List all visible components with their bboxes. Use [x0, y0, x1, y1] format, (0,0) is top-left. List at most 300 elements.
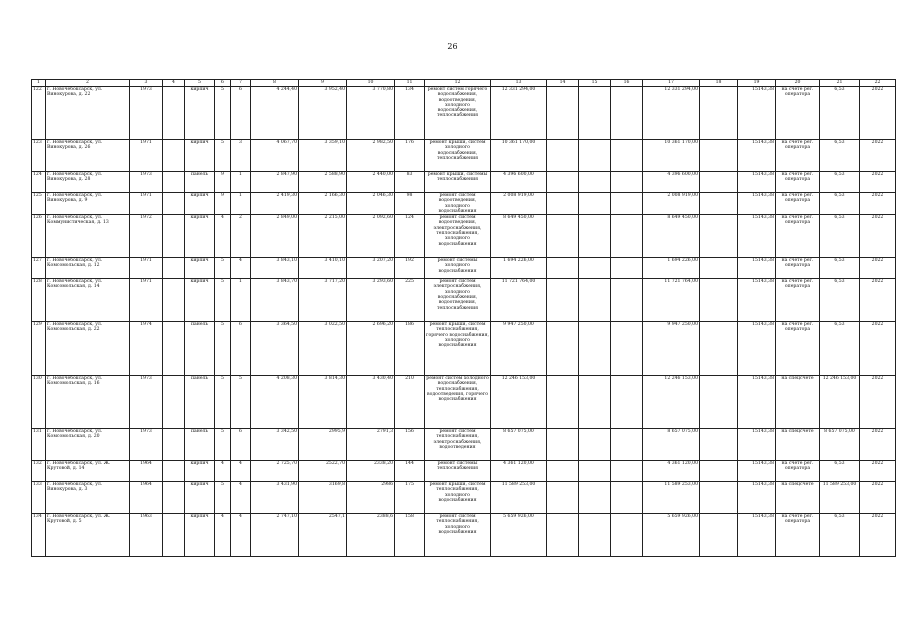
- table-row: [32, 193, 896, 215]
- build-year: 1971: [130, 258, 163, 279]
- unit-cost: 15143,38: [738, 87, 776, 140]
- unit-cost: 15143,38: [738, 429, 776, 461]
- column-number: 8: [251, 80, 299, 87]
- plan-year: 2022: [860, 376, 896, 429]
- col-18: [700, 172, 738, 193]
- row-number: 122: [32, 87, 46, 140]
- wall-material: кирпич: [185, 140, 215, 172]
- col-15: [579, 279, 611, 322]
- column-number: 18: [700, 80, 738, 87]
- table-row: [32, 461, 896, 482]
- col-16: [611, 514, 643, 557]
- row-number: 132: [32, 461, 46, 482]
- entrances: 5: [231, 376, 251, 429]
- funding-method: на счете рег. оператора: [776, 215, 820, 258]
- rate-or-amount: 6,53: [820, 258, 860, 279]
- residents: 83: [395, 172, 425, 193]
- rate-or-amount: 6,53: [820, 461, 860, 482]
- living-area: 2 588,90: [299, 172, 347, 193]
- col-18: [700, 215, 738, 258]
- row-number: 133: [32, 482, 46, 514]
- plan-year: 2022: [860, 461, 896, 482]
- total-cost: 12 246 153,00: [491, 376, 547, 429]
- entrances: 4: [231, 258, 251, 279]
- col-14: [547, 482, 579, 514]
- row-number: 123: [32, 140, 46, 172]
- residents: 134: [395, 87, 425, 140]
- col-15: [579, 140, 611, 172]
- total-area: 2 725,70: [251, 461, 299, 482]
- column-number: 14: [547, 80, 579, 87]
- repair-works: ремонт систем водоотведения, электроснабжения, теплоснабжения, холодного водоснабжения: [425, 215, 491, 258]
- cost-col-17: 10 361 170,00: [643, 140, 700, 172]
- residential-area: 3 207,20: [347, 258, 395, 279]
- total-cost: 2 008 919,00: [491, 193, 547, 215]
- residents: 186: [395, 322, 425, 376]
- col-14: [547, 140, 579, 172]
- column-number: 2: [46, 80, 130, 87]
- cost-col-17: 5 659 926,00: [643, 514, 700, 557]
- floors: 5: [215, 482, 231, 514]
- rate-or-amount: 6,53: [820, 514, 860, 557]
- wall-material: кирпич: [185, 193, 215, 215]
- column-number: 7: [231, 80, 251, 87]
- floors: 5: [215, 376, 231, 429]
- funding-method: на счете рег. оператора: [776, 461, 820, 482]
- column-number: 22: [860, 80, 896, 87]
- repair-works: ремонт крыши, системы теплоснабжения: [425, 172, 491, 193]
- address: г. Новочебоксарск, ул. Комсомольская, д. 12: [46, 258, 130, 279]
- unit-cost: 15143,38: [738, 140, 776, 172]
- column-number: 4: [163, 80, 185, 87]
- address: г. Новочебоксарск, ул. Комсомольская, д. 14: [46, 279, 130, 322]
- funding-method: на спецсчете: [776, 376, 820, 429]
- col-15: [579, 215, 611, 258]
- floors: 5: [215, 322, 231, 376]
- column-number: 1: [32, 80, 46, 87]
- address: г. Новочебоксарск, ул. Комсомольская, д. 22: [46, 322, 130, 376]
- floors: 5: [215, 87, 231, 140]
- unit-cost: 15143,38: [738, 514, 776, 557]
- address: г. Новочебоксарск, ул. Винокурова, д. 3: [46, 482, 130, 514]
- living-area: 3 717,20: [299, 279, 347, 322]
- floors: 5: [215, 279, 231, 322]
- column-number-row: [32, 80, 896, 87]
- repair-works: ремонт крыши, систем холодного водоснабжения, теплоснабжения: [425, 140, 491, 172]
- total-area: 2 849,00: [251, 215, 299, 258]
- col-16: [611, 482, 643, 514]
- rate-or-amount: 6,53: [820, 193, 860, 215]
- build-year: 1973: [130, 87, 163, 140]
- address: г. Новочебоксарск, ул. Коммунистическая, д. 13: [46, 215, 130, 258]
- floors: 4: [215, 514, 231, 557]
- build-year: 1974: [130, 322, 163, 376]
- wall-material: кирпич: [185, 215, 215, 258]
- funding-method: на счете рег. оператора: [776, 322, 820, 376]
- column-number: 16: [611, 80, 643, 87]
- residential-area: 3 430,40: [347, 376, 395, 429]
- col-18: [700, 140, 738, 172]
- rate-or-amount: 12 246 153,00: [820, 376, 860, 429]
- unit-cost: 15143,38: [738, 461, 776, 482]
- cost-col-17: 12 331 294,00: [643, 87, 700, 140]
- wall-material: кирпич: [185, 461, 215, 482]
- floors: 9: [215, 172, 231, 193]
- residents: 192: [395, 258, 425, 279]
- funding-method: на счете рег. оператора: [776, 514, 820, 557]
- col-18: [700, 514, 738, 557]
- address: г. Новочебоксарск, ул. Винокурова, д. 22: [46, 87, 130, 140]
- row-number: 130: [32, 376, 46, 429]
- row-number: 134: [32, 514, 46, 557]
- build-year: 1973: [130, 376, 163, 429]
- plan-year: 2022: [860, 482, 896, 514]
- wall-material: панель: [185, 172, 215, 193]
- col-18: [700, 87, 738, 140]
- plan-year: 2022: [860, 172, 896, 193]
- repair-works: ремонт систем холодного водоснабжения, теплоснабжения, водоотведения, горячего водоснабжения: [425, 376, 491, 429]
- address: г. Новочебоксарск, ул. Ж. Крутовой, д. 5: [46, 514, 130, 557]
- address: г. Новочебоксарск, ул. Винокурова, д. 26: [46, 140, 130, 172]
- col-15: [579, 514, 611, 557]
- col-4: [163, 461, 185, 482]
- capital-repair-table: [31, 79, 896, 557]
- col-14: [547, 322, 579, 376]
- table-row: [32, 322, 896, 376]
- cost-col-17: 2 008 919,00: [643, 193, 700, 215]
- plan-year: 2022: [860, 258, 896, 279]
- plan-year: 2022: [860, 215, 896, 258]
- living-area: 2 166,30: [299, 193, 347, 215]
- column-number: 3: [130, 80, 163, 87]
- table-row: [32, 482, 896, 514]
- col-14: [547, 514, 579, 557]
- col-14: [547, 376, 579, 429]
- cost-col-17: 8 649 450,00: [643, 215, 700, 258]
- row-number: 127: [32, 258, 46, 279]
- col-16: [611, 376, 643, 429]
- rate-or-amount: 6,53: [820, 215, 860, 258]
- repair-works: ремонт систем теплоснабжения, электроснабжения, водоотведения: [425, 429, 491, 461]
- col-16: [611, 87, 643, 140]
- living-area: 2995,9: [299, 429, 347, 461]
- total-cost: 5 659 926,00: [491, 514, 547, 557]
- col-18: [700, 279, 738, 322]
- plan-year: 2022: [860, 140, 896, 172]
- col-15: [579, 376, 611, 429]
- entrances: 4: [231, 461, 251, 482]
- row-number: 125: [32, 193, 46, 215]
- col-4: [163, 514, 185, 557]
- funding-method: на счете рег. оператора: [776, 258, 820, 279]
- total-area: 2 847,90: [251, 172, 299, 193]
- residents: 144: [395, 461, 425, 482]
- total-cost: 1 694 226,00: [491, 258, 547, 279]
- row-number: 129: [32, 322, 46, 376]
- residents: 225: [395, 279, 425, 322]
- col-4: [163, 376, 185, 429]
- rate-or-amount: 6,53: [820, 172, 860, 193]
- row-number: 128: [32, 279, 46, 322]
- cost-col-17: 1 694 226,00: [643, 258, 700, 279]
- col-4: [163, 482, 185, 514]
- living-area: 3 814,30: [299, 376, 347, 429]
- column-number: 13: [491, 80, 547, 87]
- residential-area: 2 046,30: [347, 193, 395, 215]
- cost-col-17: 12 246 153,00: [643, 376, 700, 429]
- col-16: [611, 461, 643, 482]
- col-18: [700, 258, 738, 279]
- plan-year: 2022: [860, 193, 896, 215]
- entrances: 1: [231, 279, 251, 322]
- repair-works: ремонт системы холодного водоснабжения: [425, 258, 491, 279]
- col-4: [163, 258, 185, 279]
- col-16: [611, 172, 643, 193]
- rate-or-amount: 6,53: [820, 140, 860, 172]
- funding-method: на счете рег. оператора: [776, 279, 820, 322]
- page-number: 26: [447, 42, 458, 51]
- table-row: [32, 140, 896, 172]
- entrances: 4: [231, 514, 251, 557]
- col-14: [547, 215, 579, 258]
- funding-method: на счете рег. оператора: [776, 193, 820, 215]
- plan-year: 2022: [860, 279, 896, 322]
- build-year: 1971: [130, 140, 163, 172]
- col-4: [163, 172, 185, 193]
- col-14: [547, 279, 579, 322]
- column-number: 5: [185, 80, 215, 87]
- col-16: [611, 215, 643, 258]
- cost-col-17: 9 947 250,00: [643, 322, 700, 376]
- unit-cost: 15143,38: [738, 172, 776, 193]
- wall-material: панель: [185, 429, 215, 461]
- col-4: [163, 429, 185, 461]
- col-4: [163, 322, 185, 376]
- table-row: [32, 258, 896, 279]
- address: г. Новочебоксарск, ул. Комсомольская, д. 16: [46, 376, 130, 429]
- living-area: 3169,8: [299, 482, 347, 514]
- table-row: [32, 172, 896, 193]
- plan-year: 2022: [860, 514, 896, 557]
- funding-method: на счете рег. оператора: [776, 172, 820, 193]
- col-4: [163, 193, 185, 215]
- total-area: 4 244,40: [251, 87, 299, 140]
- col-4: [163, 140, 185, 172]
- floors: 4: [215, 215, 231, 258]
- floors: 5: [215, 258, 231, 279]
- table-row: [32, 429, 896, 461]
- table-row: [32, 514, 896, 557]
- repair-works: ремонт крыши, систем теплоснабжения, холодного водоснабжения: [425, 482, 491, 514]
- living-area: 3 022,50: [299, 322, 347, 376]
- wall-material: кирпич: [185, 258, 215, 279]
- row-number: 124: [32, 172, 46, 193]
- row-number: 126: [32, 215, 46, 258]
- residents: 124: [395, 215, 425, 258]
- residential-area: 2338,20: [347, 461, 395, 482]
- column-number: 6: [215, 80, 231, 87]
- entrances: 6: [231, 322, 251, 376]
- wall-material: панель: [185, 376, 215, 429]
- total-cost: 11 589 253,00: [491, 482, 547, 514]
- col-4: [163, 279, 185, 322]
- address: г. Новочебоксарск, ул. Винокурова, д. 9: [46, 193, 130, 215]
- col-14: [547, 193, 579, 215]
- row-number: 131: [32, 429, 46, 461]
- total-cost: 4 361 120,00: [491, 461, 547, 482]
- residents: 98: [395, 193, 425, 215]
- col-15: [579, 482, 611, 514]
- column-number: 15: [579, 80, 611, 87]
- col-14: [547, 87, 579, 140]
- col-16: [611, 322, 643, 376]
- residents: 175: [395, 482, 425, 514]
- total-cost: 8 649 450,00: [491, 215, 547, 258]
- unit-cost: 15143,38: [738, 376, 776, 429]
- repair-works: ремонт системы теплоснабжения: [425, 461, 491, 482]
- residents: 176: [395, 140, 425, 172]
- total-cost: 8 657 075,00: [491, 429, 547, 461]
- wall-material: кирпич: [185, 514, 215, 557]
- column-number: 19: [738, 80, 776, 87]
- address: г. Новочебоксарск, ул. Ж. Крутовой, д. 14: [46, 461, 130, 482]
- entrances: 3: [231, 140, 251, 172]
- unit-cost: 15143,38: [738, 258, 776, 279]
- unit-cost: 15143,38: [738, 482, 776, 514]
- repair-works: ремонт систем горячего водоснабжения, водоотведения, холодного водоснабжения, теплоснабжения: [425, 87, 491, 140]
- total-area: 2 419,30: [251, 193, 299, 215]
- plan-year: 2022: [860, 429, 896, 461]
- col-16: [611, 258, 643, 279]
- col-18: [700, 429, 738, 461]
- cost-col-17: 4 396 600,00: [643, 172, 700, 193]
- living-area: 3 952,40: [299, 87, 347, 140]
- entrances: 6: [231, 87, 251, 140]
- col-14: [547, 461, 579, 482]
- residential-area: 3 293,60: [347, 279, 395, 322]
- build-year: 1971: [130, 279, 163, 322]
- wall-material: кирпич: [185, 279, 215, 322]
- cost-col-17: 11 589 253,00: [643, 482, 700, 514]
- col-18: [700, 461, 738, 482]
- col-14: [547, 429, 579, 461]
- column-number: 17: [643, 80, 700, 87]
- living-area: 3 410,10: [299, 258, 347, 279]
- col-18: [700, 193, 738, 215]
- col-15: [579, 461, 611, 482]
- cost-col-17: 4 361 120,00: [643, 461, 700, 482]
- column-number: 20: [776, 80, 820, 87]
- rate-or-amount: 6,53: [820, 87, 860, 140]
- repair-works: ремонт систем водоотведения, холодного водоснабжения: [425, 193, 491, 215]
- col-15: [579, 172, 611, 193]
- residential-area: 2388,6: [347, 514, 395, 557]
- residential-area: 2 696,20: [347, 322, 395, 376]
- total-cost: 9 947 250,00: [491, 322, 547, 376]
- total-area: 2 747,10: [251, 514, 299, 557]
- col-4: [163, 215, 185, 258]
- table-row: [32, 279, 896, 322]
- column-number: 21: [820, 80, 860, 87]
- residents: 156: [395, 429, 425, 461]
- total-cost: 11 721 764,00: [491, 279, 547, 322]
- floors: 4: [215, 461, 231, 482]
- floors: 9: [215, 193, 231, 215]
- residents: 210: [395, 376, 425, 429]
- residents: 158: [395, 514, 425, 557]
- plan-year: 2022: [860, 322, 896, 376]
- table-row: [32, 215, 896, 258]
- total-area: 4 208,30: [251, 376, 299, 429]
- plan-year: 2022: [860, 87, 896, 140]
- rate-or-amount: 6,53: [820, 322, 860, 376]
- living-area: 2 215,00: [299, 215, 347, 258]
- floors: 5: [215, 140, 231, 172]
- column-number: 10: [347, 80, 395, 87]
- col-15: [579, 87, 611, 140]
- entrances: 1: [231, 193, 251, 215]
- col-15: [579, 429, 611, 461]
- col-14: [547, 172, 579, 193]
- total-cost: 12 331 294,00: [491, 87, 547, 140]
- funding-method: на спецсчете: [776, 482, 820, 514]
- unit-cost: 15143,38: [738, 193, 776, 215]
- total-cost: 10 361 170,00: [491, 140, 547, 172]
- total-area: 3 364,50: [251, 322, 299, 376]
- col-18: [700, 322, 738, 376]
- unit-cost: 15143,38: [738, 279, 776, 322]
- total-area: 3 431,90: [251, 482, 299, 514]
- total-area: 3 843,10: [251, 258, 299, 279]
- col-15: [579, 193, 611, 215]
- build-year: 1973: [130, 429, 163, 461]
- column-number: 9: [299, 80, 347, 87]
- living-area: 2522,70: [299, 461, 347, 482]
- wall-material: кирпич: [185, 87, 215, 140]
- rate-or-amount: 8 657 075,00: [820, 429, 860, 461]
- repair-works: ремонт систем электроснабжения, холодного водоснабжения, водоотведения, теплоснабжения: [425, 279, 491, 322]
- col-16: [611, 279, 643, 322]
- col-18: [700, 482, 738, 514]
- build-year: 1971: [130, 193, 163, 215]
- col-15: [579, 258, 611, 279]
- col-18: [700, 376, 738, 429]
- build-year: 1973: [130, 172, 163, 193]
- col-14: [547, 258, 579, 279]
- entrances: 1: [231, 172, 251, 193]
- repair-works: ремонт систем теплоснабжения, холодного водоснабжения: [425, 514, 491, 557]
- total-area: 3 843,70: [251, 279, 299, 322]
- entrances: 2: [231, 215, 251, 258]
- cost-col-17: 8 657 075,00: [643, 429, 700, 461]
- total-area: 4 067,70: [251, 140, 299, 172]
- residential-area: 2 440,00: [347, 172, 395, 193]
- wall-material: панель: [185, 322, 215, 376]
- cost-col-17: 11 721 764,00: [643, 279, 700, 322]
- funding-method: на спецсчете: [776, 429, 820, 461]
- funding-method: на счете рег. оператора: [776, 140, 820, 172]
- build-year: 1963: [130, 514, 163, 557]
- column-number: 11: [395, 80, 425, 87]
- table-row: [32, 376, 896, 429]
- rate-or-amount: 6,53: [820, 279, 860, 322]
- wall-material: кирпич: [185, 482, 215, 514]
- total-area: 3 342,50: [251, 429, 299, 461]
- build-year: 1964: [130, 482, 163, 514]
- funding-method: на счете рег. оператора: [776, 87, 820, 140]
- col-4: [163, 87, 185, 140]
- table-row: [32, 87, 896, 140]
